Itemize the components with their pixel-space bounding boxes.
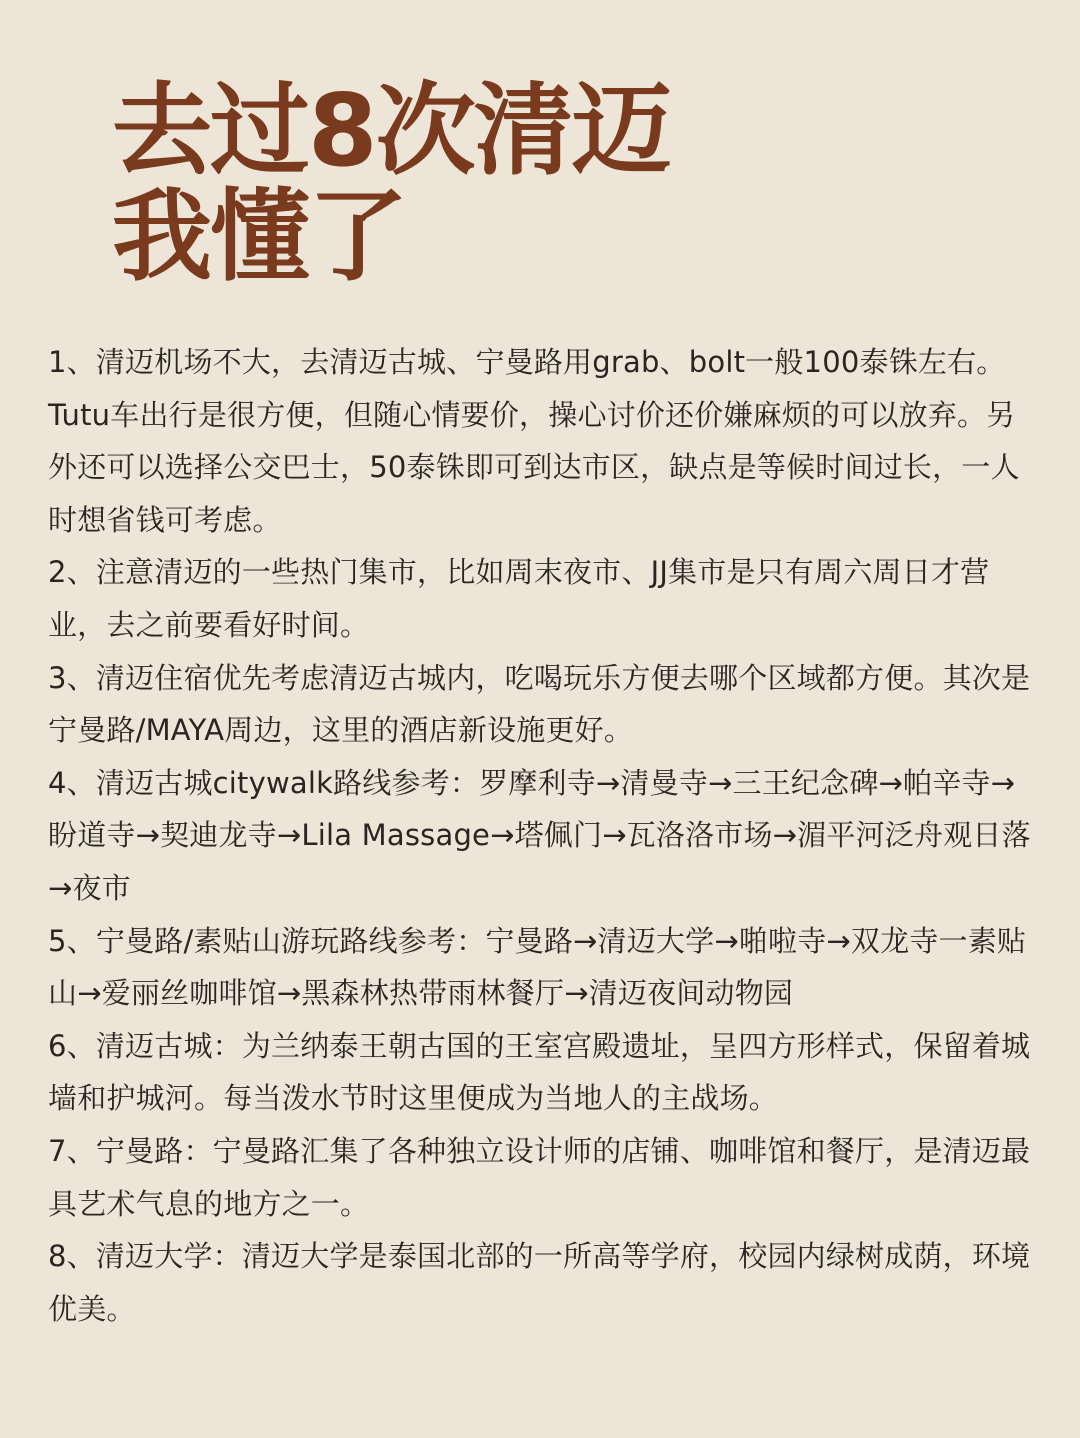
tip-7: 7、宁曼路：宁曼路汇集了各种独立设计师的店铺、咖啡馆和餐厅，是清迈最具艺术气息的地方之一。: [48, 1133, 1031, 1221]
tip-6: 6、清迈古城：为兰纳泰王朝古国的王室宫殿遗址，呈四方形样式，保留着城墙和护城河。每当泼水节时这里便成为当地人的主战场。: [48, 1028, 1031, 1116]
title-line-1: 去过8次清迈: [112, 72, 670, 189]
tips-list: [48, 336, 1038, 1335]
title-line-2: 我懂了: [112, 178, 406, 295]
tip-4: 4、清迈古城citywalk路线参考：罗摩利寺→清曼寺→三王纪念碑→帕辛寺→盼道寺→契迪龙寺→Lila Massage→塔佩门→瓦洛洛市场→湄平河泛舟观日落→夜市: [48, 765, 1031, 905]
tip-2: 2、注意清迈的一些热门集市，比如周末夜市、JJ集市是只有周六周日才营业，去之前要看好时间。: [48, 555, 990, 642]
tip-8: 8、清迈大学：清迈大学是泰国北部的一所高等学府，校园内绿树成荫，环境优美。: [48, 1239, 1031, 1326]
tip-3: 3、清迈住宿优先考虑清迈古城内，吃喝玩乐方便去哪个区域都方便。其次是宁曼路/MAYA周边，这里的酒店新设施更好。: [48, 660, 1031, 748]
page-title: [112, 72, 1012, 295]
tip-5: 5、宁曼路/素贴山游玩路线参考：宁曼路→清迈大学→啪啦寺→双龙寺一素贴山→爱丽丝咖啡馆→黑森林热带雨林餐厅→清迈夜间动物园: [48, 923, 1027, 1011]
tip-1: 1、清迈机场不大，去清迈古城、宁曼路用grab、bolt一般100泰铢左右。Tutu车出行是很方便，但随心情要价，操心讨价还价嫌麻烦的可以放弃。另外还可以选择公交巴士，50泰铢即可到达市区，缺点是等候时间过长，一人时想省钱可考虑。: [48, 345, 1020, 537]
